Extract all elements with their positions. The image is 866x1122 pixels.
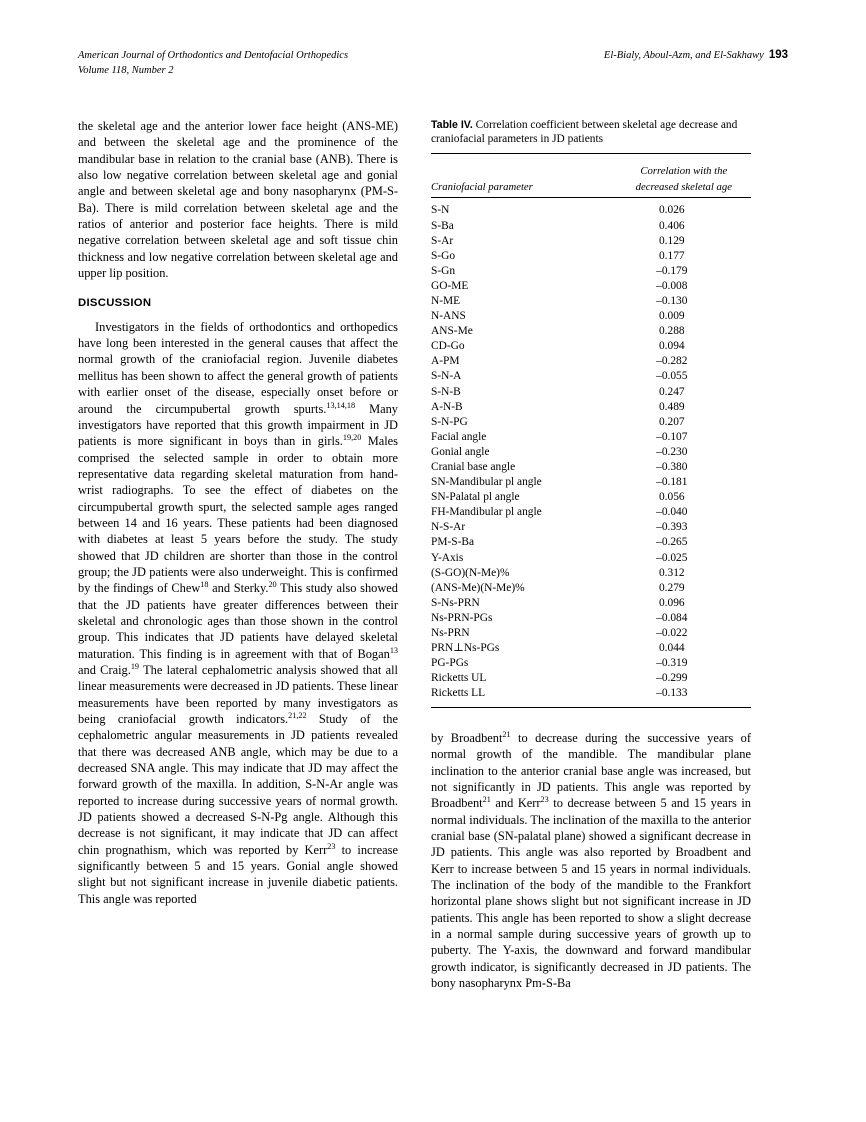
left-column [78, 118, 398, 907]
cell-correlation-value: 0.247 [658, 385, 685, 398]
cell-correlation-value: 0.056 [658, 491, 685, 504]
right-text-d: to decrease between 5 and 15 years in normal individuals. The inclination of the maxilla to the anterior cranial base (SN-palatal plane) showed a significant decrease in JD patients. This angle was also reported by Broadbent and Kerr to increase between 5 and 15 years in normal individuals. The inclination of the body of the mandible to the Frankfort horizontal plane shows slight but not significant increase in JD patients. This angle has been reported to show a slight decrease in a normal sample during successive years of growth up to puberty. The Y-axis, the downward and forward mandibular growth indicator, is significantly decreased in JD patients. The bony nasopharynx Pm-S-Ba [431, 796, 751, 991]
correlation-table [431, 153, 751, 707]
discussion-text-c: Males comprised the selected sample in order to obtain more representative data regarding skeletal maturation from hand-wrist radiographs. To see the effect of diabetes on the circumpubertal growth spurt, the selected sample ages ranged between 14 and 16 years. These patients had been diagnosed with diabetes at least 5 years before the study. The study showed that JD children are shorter than those in the control group; the JD patients were also underweight. This is confirmed by the findings of Chew [78, 434, 398, 596]
cell-parameter: SN-Mandibular pl angle [431, 476, 542, 489]
cell-correlation-value: –0.299 [656, 672, 688, 685]
citation-23: 23 [327, 841, 336, 851]
cell-parameter: Y-Axis [431, 551, 464, 564]
cell-correlation-value: –0.380 [656, 461, 688, 473]
table-row [431, 198, 751, 219]
citation-19: 19 [130, 661, 140, 671]
head-spacer-right [617, 154, 751, 166]
table-row [431, 656, 751, 671]
table-row [431, 460, 751, 475]
table-head-spacer-row [431, 154, 751, 166]
cell-parameter: N-ANS [431, 310, 466, 323]
cell-correlation-value: 0.207 [658, 415, 685, 428]
table-row [431, 249, 751, 264]
right-text-a: by Broadbent [431, 731, 503, 745]
citation-20: 20 [268, 580, 277, 590]
cell-parameter: PG-PGs [431, 657, 469, 670]
cell-parameter: S-Ba [431, 219, 454, 232]
table-row [431, 475, 751, 490]
table-row [431, 234, 751, 249]
cell-parameter: S-Ns-PRN [431, 596, 480, 609]
cell-parameter: PM-S-Ba [431, 536, 475, 549]
table-row [431, 415, 751, 430]
cell-correlation-value: –0.319 [656, 657, 688, 670]
right-text-b: to decrease during the successive years of normal growth of the mandible. The mandibular plane inclination to the anterior cranial base angle was increased, but not significantly in JD patients. This angle was reported by Broadbent [431, 731, 751, 811]
cell-parameter: S-N [431, 204, 450, 217]
table-head [431, 154, 751, 198]
table-row [431, 324, 751, 339]
cell-correlation-value: –0.055 [656, 370, 688, 383]
citation-21-22: 21,22 [288, 710, 307, 720]
table-body [431, 198, 751, 707]
citation-23-b: 23 [540, 795, 549, 805]
cell-parameter: A-N-B [431, 400, 463, 413]
cell-correlation-value: –0.107 [656, 430, 688, 443]
discussion-text-i: to increase significantly between 5 and 15 years. Gonial angle showed slight but not significant increase in juvenile diabetic patients. This angle was reported [78, 842, 398, 906]
col-header-correlation-line1: Correlation with the [640, 165, 728, 178]
table-caption [431, 118, 751, 146]
table-row [431, 686, 751, 707]
table-row [431, 445, 751, 460]
table-row [431, 264, 751, 279]
cell-parameter: ANS-Me [431, 325, 473, 338]
table-row [431, 369, 751, 384]
cell-parameter: A-PM [431, 355, 460, 368]
citation-13: 13 [389, 645, 398, 655]
cell-parameter: Gonial angle [431, 445, 490, 458]
running-head [78, 48, 788, 78]
cell-parameter: PRN⊥Ns-PGs [431, 642, 500, 655]
citation-21-a: 21 [502, 729, 511, 739]
section-heading-discussion: DISCUSSION [78, 297, 152, 310]
table-row [431, 641, 751, 656]
col-header-parameter-blank [431, 165, 617, 181]
table-row [431, 671, 751, 686]
col-header-correlation-line2: decreased skeletal age [635, 181, 732, 194]
table-row [431, 400, 751, 415]
cell-parameter: GO-ME [431, 279, 469, 292]
table-head-row-2 [431, 181, 751, 198]
cell-parameter: Ns-PRN-PGs [431, 611, 493, 624]
discussion-text-h: Study of the cephalometric angular measurements in JD patients revealed that there was decreased ANB angle, which may be due to a decreased SNA angle. This may indicate that JD may affect the forward growth of the maxilla. In addition, S-N-Ar angle was reported to increase during successive years of normal growth. JD patients showed a decreased S-N-Pg angle. Although this decrease is not significant, it may indicate that JD can affect chin prognathism, which was reported by Kerr [78, 712, 398, 857]
cell-correlation-value: –0.282 [656, 355, 688, 368]
cell-correlation-value: –0.084 [656, 611, 688, 624]
table-row [431, 430, 751, 445]
cell-parameter: Facial angle [431, 430, 487, 443]
discussion-text-b: Many investigators have reported that this growth impairment in JD patients is more significant in boys than in girls. [78, 401, 398, 449]
cell-parameter: (ANS-Me)(N-Me)% [431, 581, 525, 594]
right-continued-paragraph [431, 730, 751, 992]
cell-correlation-value: 0.094 [658, 340, 685, 353]
cell-parameter: CD-Go [431, 340, 465, 353]
cell-correlation-value: 0.489 [658, 400, 685, 413]
citation-13-14-18: 13,14,18 [326, 400, 356, 410]
cell-correlation-value: 0.279 [658, 581, 685, 594]
cell-correlation-value: 0.312 [658, 566, 685, 579]
table-row [431, 219, 751, 234]
table-head-row-1 [431, 165, 751, 181]
cell-parameter: S-N-B [431, 385, 461, 398]
running-head-journal-block [78, 48, 348, 78]
cell-correlation-value: 0.177 [658, 249, 685, 262]
cell-correlation-value: –0.265 [656, 536, 688, 549]
cell-correlation-value: –0.008 [656, 279, 688, 292]
journal-title: American Journal of Orthodontics and Dentofacial Orthopedics [78, 50, 349, 61]
page-number: 193 [768, 49, 788, 61]
cell-parameter: (S-GO)(N-Me)% [431, 566, 510, 579]
cell-correlation-value: 0.026 [658, 204, 685, 217]
cell-parameter: Ricketts UL [431, 672, 487, 685]
table-row [431, 385, 751, 400]
cell-correlation-value: –0.179 [656, 264, 688, 277]
table-row [431, 581, 751, 596]
cell-correlation-value: –0.230 [656, 445, 688, 458]
cell-parameter: N-S-Ar [431, 521, 466, 534]
citation-19-20: 19,20 [342, 433, 362, 443]
discussion-text-f: and Craig. [78, 663, 131, 677]
author-names: El-Bialy, Aboul-Azm, and El-Sakhawy [603, 50, 764, 61]
cell-parameter: Ricketts LL [431, 687, 486, 700]
cell-correlation-value: 0.096 [658, 596, 685, 609]
col-header-parameter: Craniofacial parameter [431, 181, 533, 194]
cell-correlation-value: 0.288 [658, 325, 685, 338]
table-row [431, 490, 751, 505]
cell-parameter: S-Go [431, 249, 456, 262]
cell-parameter: FH-Mandibular pl angle [431, 506, 542, 519]
discussion-text-d: and Sterky. [208, 581, 269, 596]
cell-parameter: N-ME [431, 294, 461, 307]
table-row [431, 535, 751, 550]
cell-parameter: S-N-PG [431, 415, 468, 428]
table-caption-text: Correlation coefficient between skeletal age decrease and craniofacial parameters in JD patients [431, 119, 738, 146]
volume-issue: Volume 118, Number 2 [78, 65, 174, 76]
cell-correlation-value: –0.040 [656, 506, 688, 519]
table-row [431, 339, 751, 354]
cell-parameter: S-Gn [431, 264, 456, 277]
cell-parameter: Cranial base angle [431, 461, 516, 473]
continued-paragraph: the skeletal age and the anterior lower face height (ANS-ME) and between the skeletal age and the prominence of the mandibular base in relation to the cranial base (ANB). There is also low negative correlation between skeletal age and gonial angle and between skeletal age and bony nasopharynx (PM-S-Ba). There is mild correlation between skeletal age and the ratios of anterior and posterior face heights. There is mild negative correlation between skeletal age and soft tissue chin thickness and low negative correlation between skeletal age and upper lip position. [78, 119, 398, 281]
discussion-paragraph [78, 319, 398, 907]
table-row [431, 309, 751, 324]
cell-parameter: S-N-A [431, 370, 462, 383]
citation-21-b: 21 [482, 795, 491, 805]
citation-18: 18 [200, 580, 209, 590]
cell-parameter: S-Ar [431, 234, 454, 247]
table-row [431, 505, 751, 520]
table-row [431, 611, 751, 626]
table-row [431, 354, 751, 369]
cell-correlation-value: –0.393 [656, 521, 688, 534]
cell-correlation-value: –0.022 [656, 627, 688, 640]
discussion-text-a: Investigators in the fields of orthodontics and orthopedics have long been interested in the general causes that affect the normal growth of the craniofacial region. Juvenile diabetes mellitus has been shown to affect the general growth of patients with earlier onset of the disease, especially onset before or around the circumpubertal growth spurts. [78, 319, 398, 416]
cell-parameter: SN-Palatal pl angle [431, 491, 520, 504]
cell-correlation-value: 0.009 [658, 310, 685, 323]
cell-correlation-value: 0.129 [658, 234, 685, 247]
cell-correlation-value: 0.044 [658, 642, 685, 655]
table-row [431, 520, 751, 535]
table-row [431, 626, 751, 641]
table-row [431, 596, 751, 611]
cell-correlation-value: 0.406 [658, 219, 685, 232]
cell-correlation-value: –0.130 [656, 294, 688, 307]
cell-parameter: Ns-PRN [431, 627, 470, 640]
table-row [431, 279, 751, 294]
table-row [431, 551, 751, 566]
table-label: Table IV. [431, 119, 473, 131]
right-text-c: and Kerr [490, 796, 541, 811]
table-row [431, 294, 751, 309]
cell-correlation-value: –0.025 [656, 551, 688, 564]
discussion-text-e: This study also showed that the JD patients have greater differences between their skeletal and chronologic ages than those shown in the control group. This indicates that JD patients have delayed skeletal maturation. This finding is in agreement with that of Bogan [78, 581, 398, 661]
discussion-text-g: The lateral cephalometric analysis showed that all linear measurements were decreased in JD patients. These linear measurements have been reported by many investigators as being craniofacial growth indicators. [78, 663, 398, 727]
right-column [431, 730, 751, 992]
cell-correlation-value: –0.133 [656, 687, 688, 700]
cell-correlation-value: –0.181 [656, 476, 688, 489]
running-head-authors-block [604, 48, 788, 63]
table-iv-block [431, 118, 751, 708]
head-spacer-left [431, 154, 617, 166]
table-row [431, 566, 751, 581]
